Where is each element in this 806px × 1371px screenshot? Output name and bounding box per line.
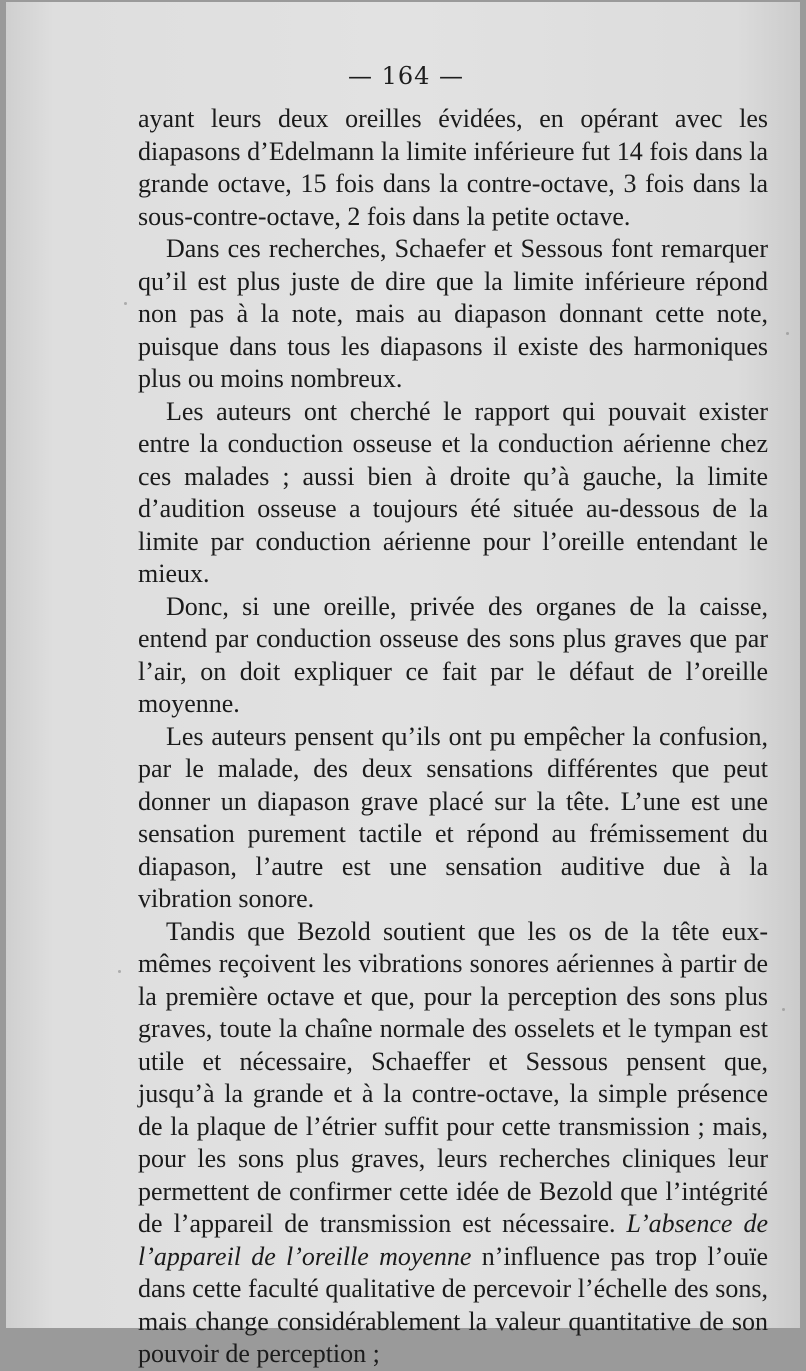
paragraph-6-text-after: n’influence pas trop l’ouïe dans cette faculté qualitative de percevoir l’échelle des sons, mais change considérablement la valeur quantitative de son pouvoir de perception ; <box>138 1241 768 1368</box>
page-number: — 164 — <box>347 62 465 90</box>
paragraph-6-italic-phrase: L’absence de l’appareil de l’oreille moyenne <box>138 1209 768 1271</box>
paper-speck <box>124 302 127 305</box>
paragraph-5: Les auteurs pensent qu’ils ont pu empêcher la confusion, par le malade, des deux sensations différentes que peut donner un diapason grave placé sur la tête. L’une est une sensation purement tactile et répond au frémissement du diapason, l’autre est une sensation auditive due à la vibration sonore. <box>138 721 768 913</box>
scanned-page <box>6 2 800 1368</box>
paragraph-3: Les auteurs ont cherché le rapport qui pouvait exister entre la conduction osseuse et la conduction aérienne chez ces malades ; aussi bien à droite qu’à gauche, la limite d’audition osseuse a toujours été située au-dessous de la limite par conduction aérienne pour l’oreille entendant le mieux. <box>138 396 768 588</box>
paper-speck <box>118 970 121 973</box>
paper-speck <box>786 332 789 335</box>
paragraph-2: Dans ces recherches, Schaefer et Sessous font remarquer qu’il est plus juste de dire que la limite inférieure répond non pas à la note, mais au diapason donnant cette note, puisque dans tous les diapasons il existe des harmoniques plus ou moins nombreux. <box>138 234 768 393</box>
paper-speck <box>782 1008 785 1011</box>
paragraph-1: ayant leurs deux oreilles évidées, en opérant avec les diapasons d’Edelmann la limite inférieure fut 14 fois dans la grande octave, 15 fois dans la contre-octave, 3 fois dans la sous-contre-octave, 2 fois dans la petite octave. <box>138 104 768 231</box>
paragraph-6 <box>138 916 768 1371</box>
paragraph-4: Donc, si une oreille, privée des organes de la caisse, entend par conduction osseuse des sons plus graves que par l’air, on doit expliquer ce fait par le défaut de l’oreille moyenne. <box>138 591 768 718</box>
paragraph-6-text-before: Tandis que Bezold soutient que les os de la tête eux-mêmes reçoivent les vibrations sonores aériennes à partir de la première octave et que, pour la perception des sons plus graves, toute la chaîne normale des osselets et le tympan est utile et nécessaire, Schaeffer et Sessous pensent que, jusqu’à la grande et à la contre-octave, la simple présence de la plaque de l’étrier suffit pour cette transmission ; mais, pour les sons plus graves, leurs recherches cliniques leur permettent de confirmer cette idée de Bezold que l’intégrité de l’appareil de transmission est nécessaire. <box>138 916 768 1238</box>
body-text <box>138 103 768 1371</box>
